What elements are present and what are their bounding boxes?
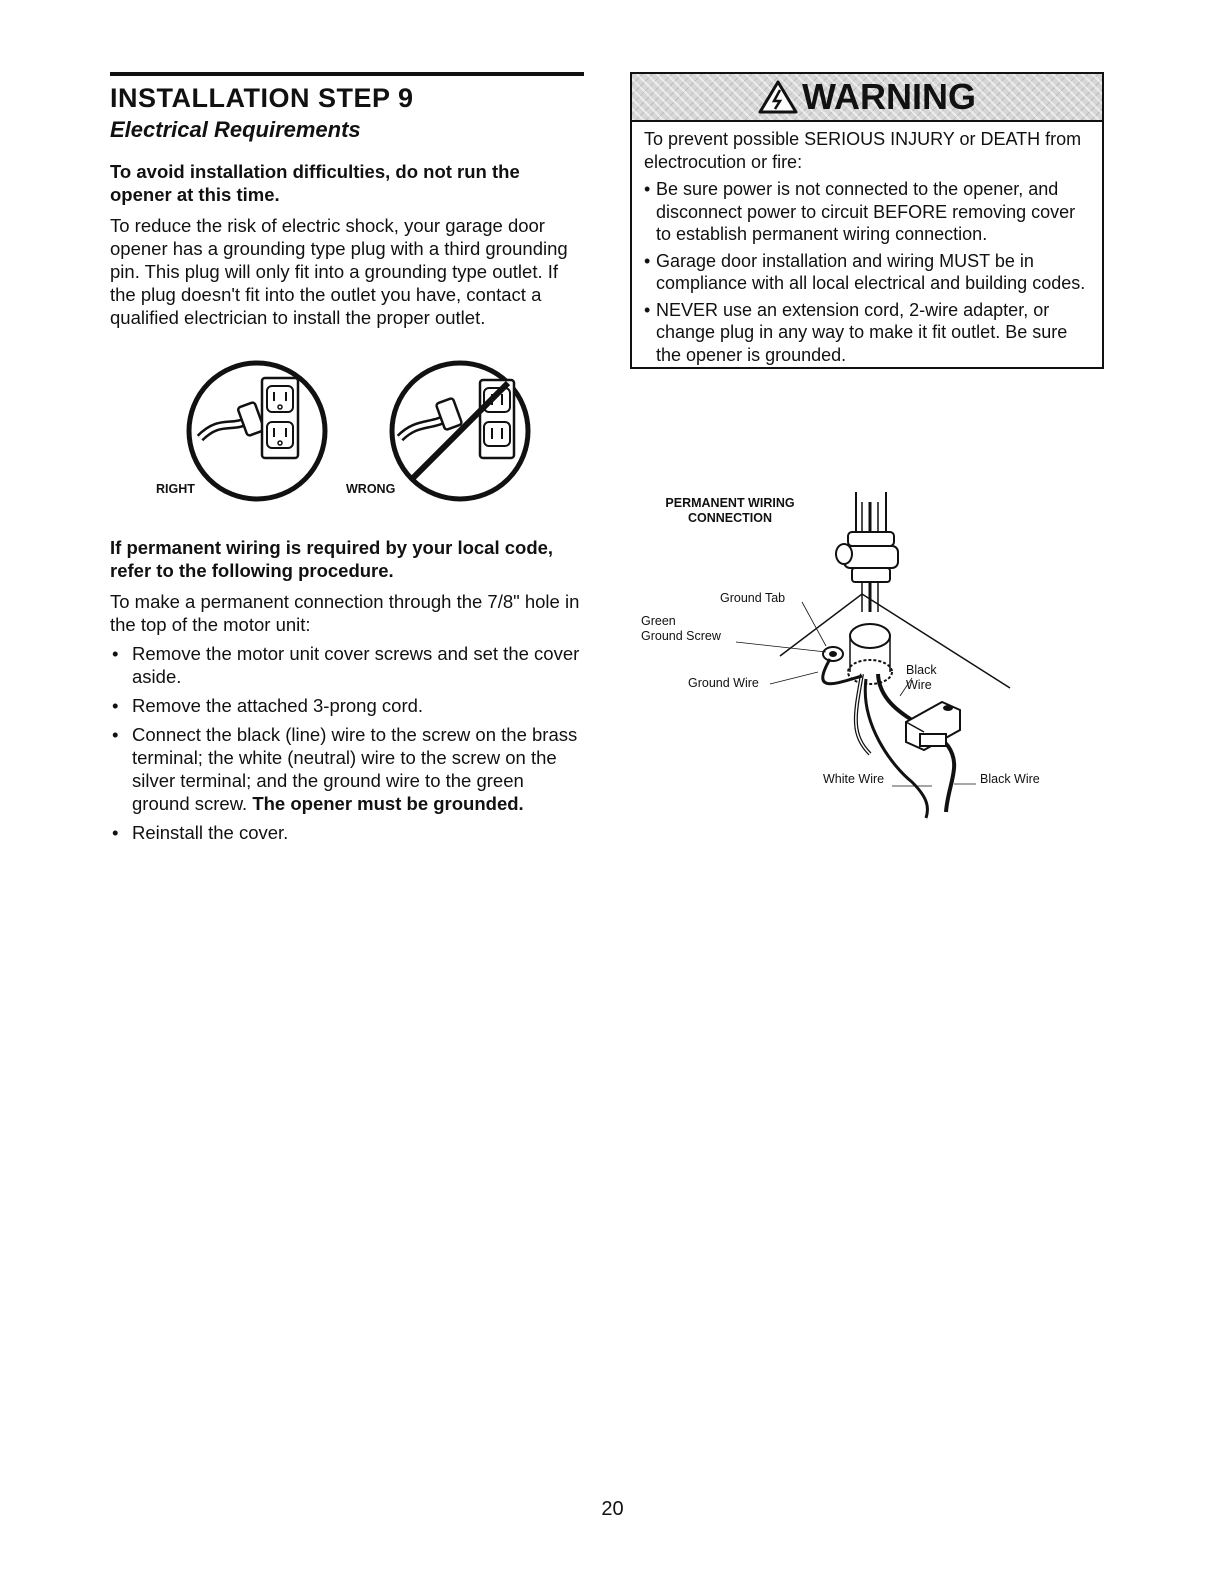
wrong-plug-illustration <box>392 363 528 499</box>
page-number: 20 <box>601 1498 624 1520</box>
wrong-label: WRONG <box>346 482 396 496</box>
procedure-step: • Connect the black (line) wire to the screw on the brass terminal; the white (neutral) wire to the screw on the silver terminal; and the ground wire to the green ground screw. The opener must be grounded. <box>110 723 584 815</box>
permanent-wiring-section <box>110 536 584 844</box>
procedure-step: • Remove the motor unit cover screws and set the cover aside. <box>110 642 584 688</box>
warning-box <box>630 72 1104 369</box>
black-wire-top-label: Black Wire <box>906 663 937 692</box>
permanent-intro: To make a permanent connection through the 7/8" hole in the top of the motor unit: <box>110 591 580 635</box>
step-title: INSTALLATION STEP 9 <box>110 83 414 113</box>
green-ground-screw-label: Green Ground Screw <box>641 614 721 643</box>
warning-header <box>632 74 1102 122</box>
white-wire-label: White Wire <box>823 772 885 786</box>
conduit-illustration <box>836 492 898 612</box>
left-column <box>110 72 584 329</box>
procedure-list <box>110 642 584 844</box>
electric-hazard-icon <box>758 80 798 114</box>
warning-item: • Be sure power is not connected to the opener, and disconnect power to circuit BEFORE removing cover to establish permanent wiring connection. <box>644 178 1092 246</box>
motor-unit-top-outline <box>780 594 1010 688</box>
ground-wire-label: Ground Wire <box>688 676 759 690</box>
right-label: RIGHT <box>156 482 195 496</box>
grounded-emphasis: The opener must be grounded. <box>252 793 524 814</box>
wiring-figure-title: PERMANENT WIRING CONNECTION <box>665 496 795 525</box>
procedure-step: • Reinstall the cover. <box>110 821 584 844</box>
permanent-lead: If permanent wiring is required by your local code, refer to the following procedure. <box>110 537 554 581</box>
warning-intro: To prevent possible SERIOUS INJURY or DEATH from electrocution or fire: <box>644 129 1082 172</box>
ground-tab-label: Ground Tab <box>720 591 786 605</box>
warning-list <box>644 178 1092 366</box>
warning-item: • Garage door installation and wiring MUST be in compliance with all local electrical and building codes. <box>644 250 1092 295</box>
warning-item: • NEVER use an extension cord, 2-wire adapter, or change plug in any way to make it fit outlet. Be sure the opener is grounded. <box>644 299 1092 367</box>
plug-outlet-figure <box>150 358 550 506</box>
green-ground-screw-illustration <box>823 647 843 661</box>
procedure-step: • Remove the attached 3-prong cord. <box>110 694 584 717</box>
right-plug-illustration <box>189 363 325 499</box>
intro-paragraph: To reduce the risk of electric shock, your garage door opener has a grounding type plug with a third grounding pin. This plug will only fit into a grounding type outlet. If the plug doesn't fit into the outlet you have, contact a qualified electrician to install the proper outlet. <box>110 215 568 328</box>
terminal-block-illustration <box>906 702 960 750</box>
warning-title: WARNING <box>802 76 976 117</box>
grommet-illustration <box>848 624 892 684</box>
section-subtitle: Electrical Requirements <box>110 117 361 142</box>
heading-rule <box>110 72 584 76</box>
intro-lead: To avoid installation difficulties, do not run the opener at this time. <box>110 161 520 205</box>
permanent-wiring-figure <box>630 484 1070 824</box>
warning-body <box>632 122 1102 366</box>
black-wire-label: Black Wire <box>980 772 1040 786</box>
